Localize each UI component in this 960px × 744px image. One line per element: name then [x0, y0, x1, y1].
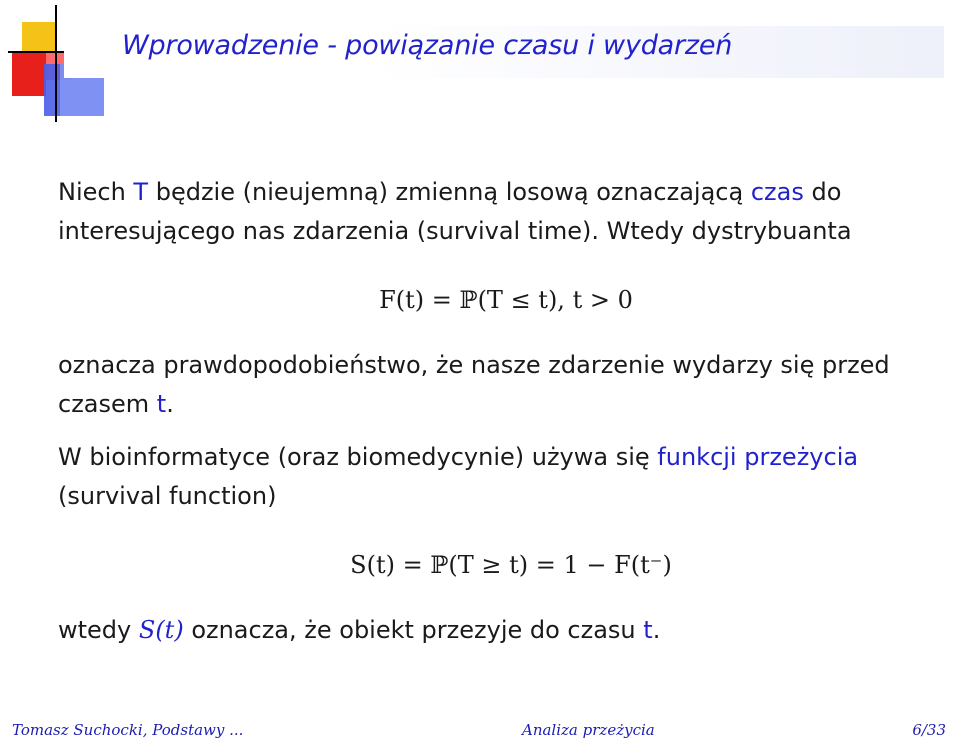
- variable-t-2: t: [643, 616, 653, 644]
- paragraph-probability: oznacza prawdopodobieństwo, że nasze zdarzenie wydarzy się przed czasem t.: [58, 351, 890, 418]
- paragraph-survival: W bioinformatyce (oraz biomedycynie) używa się funkcji przeżycia (survival function): [58, 443, 859, 510]
- term-czas: czas: [750, 178, 804, 206]
- footer-section[interactable]: Analiza przeżycia: [522, 721, 655, 739]
- footer: [0, 716, 960, 744]
- footer-author[interactable]: Tomasz Suchocki, Podstawy ...: [12, 721, 244, 739]
- formula-cdf: F(t) = ℙ(T ≤ t), t > 0: [379, 286, 633, 314]
- paragraph-definition: Niech T będzie (nieujemną) zmienną losową oznaczającą czas do interesującego nas zdarzenia (survival time). Wtedy dystrybuanta: [58, 178, 852, 245]
- formula-survival: S(t) = ℙ(T ≥ t) = 1 − F(t⁻): [350, 551, 672, 579]
- variable-t: t: [156, 390, 167, 418]
- paragraph-meaning: wtedy S(t) oznacza, że obiekt przezyje do czasu t.: [58, 616, 661, 644]
- slide-title: Wprowadzenie - powiązanie czasu i wydarzeń: [122, 30, 733, 61]
- variable-T: T: [133, 178, 149, 206]
- footer-page-number: 6/33: [912, 721, 946, 739]
- function-S: S(t): [138, 616, 184, 644]
- slide-content: [58, 173, 914, 650]
- term-funkcji-przezycia: funkcji przeżycia: [657, 443, 859, 471]
